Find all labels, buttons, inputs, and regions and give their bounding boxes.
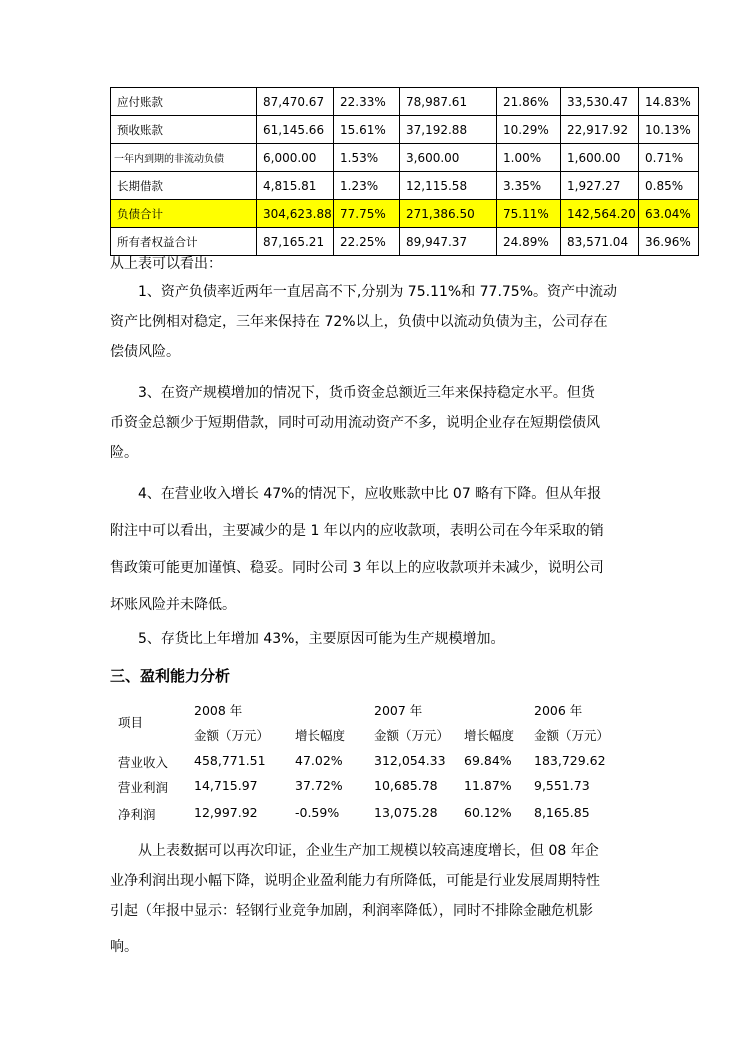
- row-label: 负债合计: [111, 200, 257, 228]
- cell-value: 33,530.47: [561, 88, 639, 116]
- growth-header: 增长幅度: [295, 728, 346, 743]
- table-row: [111, 116, 699, 144]
- cell-value: 271,386.50: [400, 200, 497, 228]
- item-header: 项目: [118, 715, 144, 730]
- cell-value: 1,927.27: [561, 172, 639, 200]
- cell-value: 37,192.88: [400, 116, 497, 144]
- section-heading: 三、盈利能力分析: [110, 667, 231, 685]
- cell-percent: 22.33%: [334, 88, 400, 116]
- cell-value: 304,623.88: [257, 200, 334, 228]
- year-header: 2007 年: [374, 703, 423, 718]
- cell-value: 4,815.81: [257, 172, 334, 200]
- cell-value: 142,564.20: [561, 200, 639, 228]
- text-line: 4、在营业收入增长 47%的情况下，应收账款中比 07 略有下降。但从年报: [138, 486, 602, 502]
- cell-value: 89,947.37: [400, 228, 497, 256]
- cell-percent: 10.29%: [497, 116, 561, 144]
- cell-percent: 0.85%: [639, 172, 699, 200]
- table-row-highlighted: [111, 200, 699, 228]
- cell-value: 9,551.73: [534, 778, 590, 793]
- cell-value: 12,115.58: [400, 172, 497, 200]
- text-line: 3、在资产规模增加的情况下，货币资金总额近三年来保持稳定水平。但货: [138, 385, 595, 401]
- cell-percent: 3.35%: [497, 172, 561, 200]
- text-line: 币资金总额少于短期借款，同时可动用流动资产不多，说明企业存在短期偿债风: [110, 415, 600, 431]
- cell-percent: 75.11%: [497, 200, 561, 228]
- table-row: [111, 88, 699, 116]
- cell-value: 61,145.66: [257, 116, 334, 144]
- text-line: 从上表可以看出：: [110, 256, 222, 272]
- amount-header: 金额（万元）: [194, 728, 270, 743]
- table-row: [111, 144, 699, 172]
- cell-percent: 24.89%: [497, 228, 561, 256]
- table-row: [111, 172, 699, 200]
- intro-text: [110, 249, 640, 279]
- cell-value: 22,917.92: [561, 116, 639, 144]
- cell-percent: -0.59%: [295, 805, 340, 820]
- cell-percent: 77.75%: [334, 200, 400, 228]
- cell-percent: 37.72%: [295, 778, 343, 793]
- text-line: 业净利润出现小幅下降，说明企业盈利能力有所降低，可能是行业发展周期特性: [110, 873, 600, 889]
- cell-value: 183,729.62: [534, 753, 606, 768]
- cell-percent: 47.02%: [295, 753, 343, 768]
- paragraph-3: [110, 378, 640, 468]
- year-header: 2006 年: [534, 703, 583, 718]
- cell-percent: 69.84%: [464, 753, 512, 768]
- text-line: 1、资产负债率近两年一直居高不下,分别为 75.11%和 77.75%。资产中流动: [138, 284, 618, 300]
- cell-value: 1,600.00: [561, 144, 639, 172]
- row-label: 应付账款: [111, 88, 257, 116]
- cell-value: 12,997.92: [194, 805, 258, 820]
- cell-percent: 11.87%: [464, 778, 512, 793]
- cell-value: 87,470.67: [257, 88, 334, 116]
- row-label: 净利润: [118, 807, 156, 822]
- liability-table: [110, 87, 699, 256]
- cell-percent: 15.61%: [334, 116, 400, 144]
- row-label: 所有者权益合计: [111, 228, 257, 256]
- cell-value: 8,165.85: [534, 805, 590, 820]
- cell-percent: 1.00%: [497, 144, 561, 172]
- cell-percent: 1.23%: [334, 172, 400, 200]
- cell-percent: 22.25%: [334, 228, 400, 256]
- growth-header: 增长幅度: [464, 728, 515, 743]
- cell-percent: 63.04%: [639, 200, 699, 228]
- text-line: 售政策可能更加谨慎、稳妥。同时公司 3 年以上的应收款项并未减少，说明公司: [110, 560, 604, 576]
- year-header: 2008 年: [194, 703, 243, 718]
- cell-value: 83,571.04: [561, 228, 639, 256]
- text-line: 附注中可以看出，主要减少的是 1 年以内的应收款项，表明公司在今年采取的销: [110, 523, 604, 539]
- cell-percent: 36.96%: [639, 228, 699, 256]
- cell-percent: 21.86%: [497, 88, 561, 116]
- row-label: 营业收入: [118, 755, 169, 770]
- text-line: 响。: [110, 939, 138, 955]
- cell-value: 458,771.51: [194, 753, 266, 768]
- row-label: 一年内到期的非流动负债: [111, 144, 257, 172]
- amount-header: 金额（万元）: [374, 728, 450, 743]
- cell-value: 87,165.21: [257, 228, 334, 256]
- text-line: 资产比例相对稳定，三年来保持在 72%以上，负债中以流动负债为主，公司存在: [110, 314, 608, 330]
- cell-percent: 10.13%: [639, 116, 699, 144]
- cell-percent: 1.53%: [334, 144, 400, 172]
- paragraph-1: [110, 277, 640, 367]
- cell-percent: 0.71%: [639, 144, 699, 172]
- amount-header: 金额（万元）: [534, 728, 610, 743]
- cell-value: 10,685.78: [374, 778, 438, 793]
- row-label: 长期借款: [111, 172, 257, 200]
- cell-value: 6,000.00: [257, 144, 334, 172]
- cell-percent: 14.83%: [639, 88, 699, 116]
- text-line: 5、存货比上年增加 43%，主要原因可能为生产规模增加。: [138, 631, 505, 647]
- text-line: 偿债风险。: [110, 344, 180, 360]
- cell-value: 14,715.97: [194, 778, 258, 793]
- cell-percent: 60.12%: [464, 805, 512, 820]
- text-line: 坏账风险并未降低。: [110, 597, 236, 613]
- text-line: 从上表数据可以再次印证，企业生产加工规模以较高速度增长，但 08 年企: [138, 843, 599, 859]
- cell-value: 13,075.28: [374, 805, 438, 820]
- cell-value: 78,987.61: [400, 88, 497, 116]
- conclusion-paragraph: [110, 836, 640, 962]
- paragraph-4: [110, 476, 640, 624]
- cell-value: 3,600.00: [400, 144, 497, 172]
- text-line: 险。: [110, 445, 138, 461]
- row-label: 预收账款: [111, 116, 257, 144]
- paragraph-5: [110, 624, 640, 654]
- text-line: 引起（年报中显示：轻钢行业竞争加剧，利润率降低），同时不排除金融危机影: [110, 903, 593, 919]
- row-label: 营业利润: [118, 780, 169, 795]
- cell-value: 312,054.33: [374, 753, 446, 768]
